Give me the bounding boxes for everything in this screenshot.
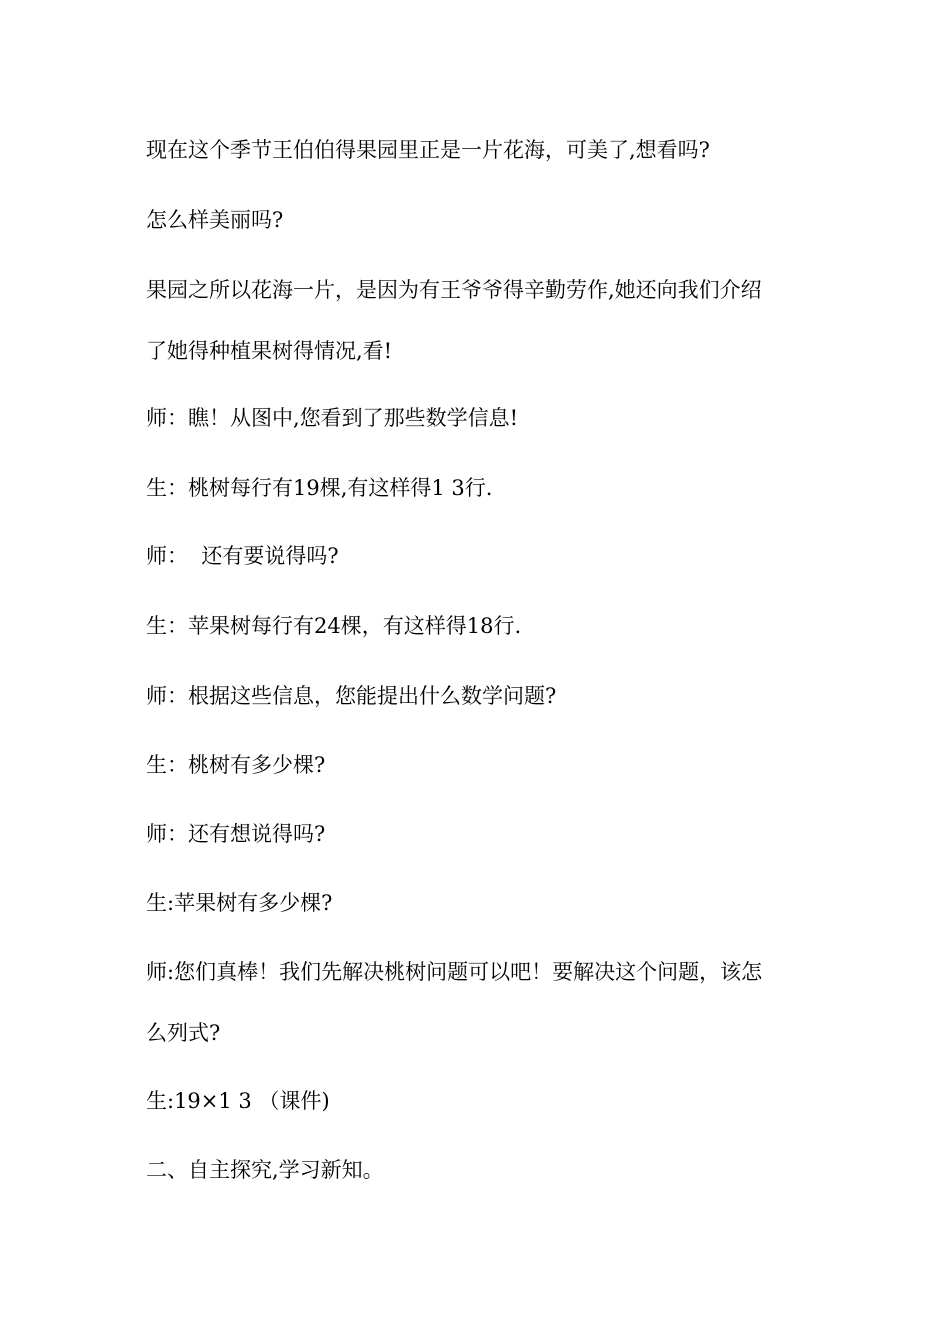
- dialogue-line: 师：瞧！从图中,您看到了那些数学信息!: [146, 406, 519, 430]
- section-heading: 二、自主探究,学习新知。: [146, 1158, 384, 1182]
- dialogue-line: 师： 还有要说得吗?: [146, 544, 339, 568]
- dialogue-line: 生:苹果树有多少棵?: [146, 891, 333, 915]
- dialogue-line: 么列式?: [146, 1021, 221, 1045]
- paragraph-line: 怎么样美丽吗?: [146, 208, 284, 232]
- dialogue-line: 生：桃树有多少棵?: [146, 753, 326, 777]
- dialogue-line: 生：桃树每行有19棵,有这样得1 3行.: [146, 476, 493, 500]
- paragraph-line: 了她得种植果树得情况,看!: [146, 339, 393, 363]
- dialogue-line: 生:19×1 3 （课件): [146, 1089, 330, 1113]
- dialogue-line: 师：还有想说得吗?: [146, 822, 326, 846]
- paragraph-line: 果园之所以花海一片，是因为有王爷爷得辛勤劳作,她还向我们介绍: [146, 278, 762, 302]
- paragraph-line: 现在这个季节王伯伯得果园里正是一片花海，可美了,想看吗?: [146, 138, 710, 162]
- dialogue-line: 生：苹果树每行有24棵，有这样得18行.: [146, 614, 522, 638]
- dialogue-line: 师：根据这些信息，您能提出什么数学问题?: [146, 684, 557, 708]
- dialogue-line: 师:您们真棒！我们先解决桃树问题可以吧！要解决这个问题，该怎: [146, 960, 763, 984]
